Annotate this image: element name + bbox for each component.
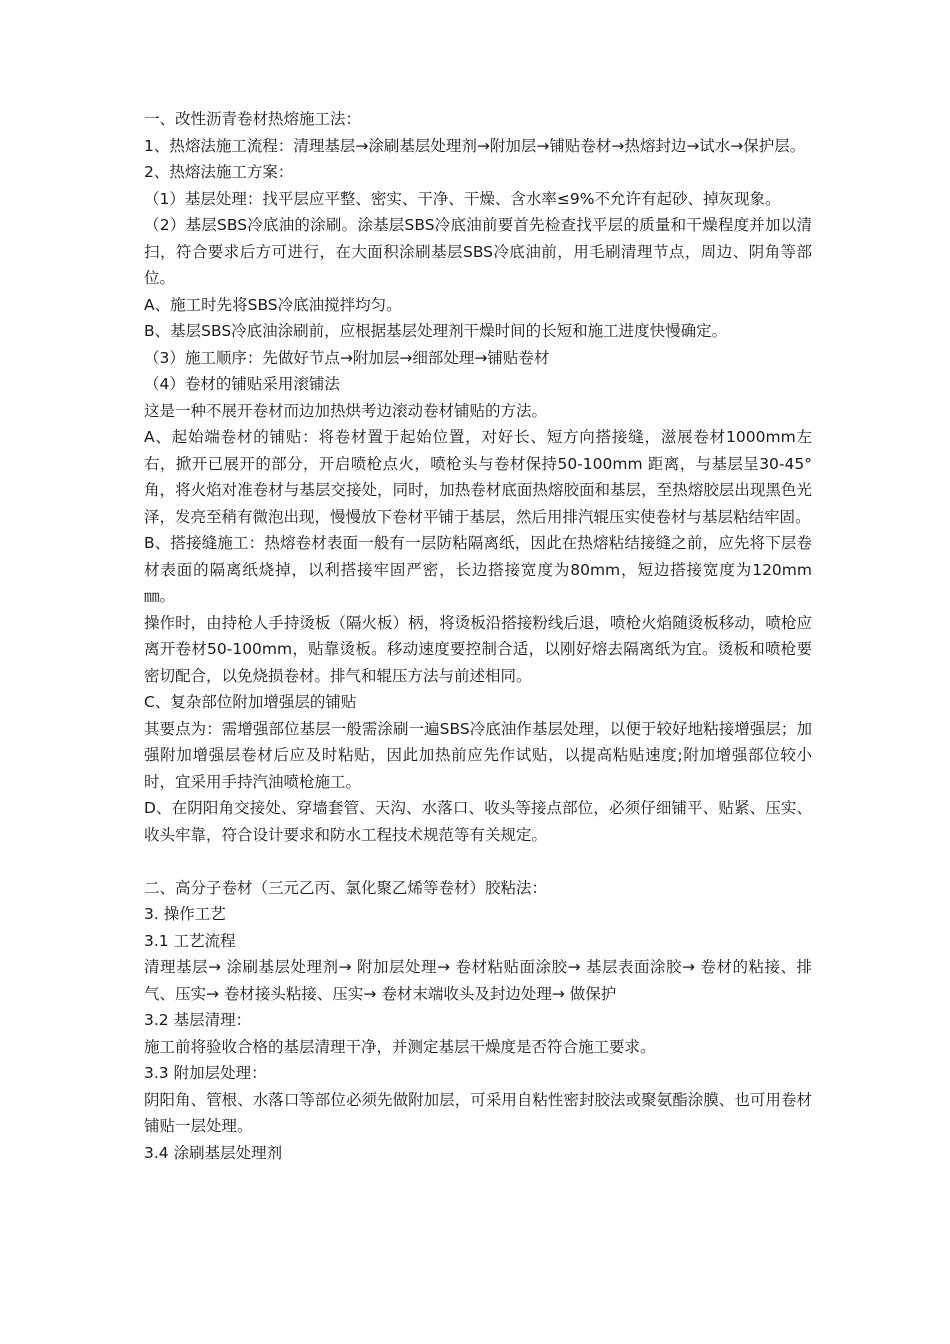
paragraph: C、复杂部位附加增强层的铺贴: [144, 693, 357, 711]
paragraph: 3.1 工艺流程: [144, 931, 236, 950]
paragraph: 1、热熔法施工流程：清理基层→涂刷基层处理剂→附加层→铺贴卷材→热熔封边→试水→保护层。: [144, 136, 806, 155]
paragraph: B、搭接缝施工：热熔卷材表面一般有一层防粘隔离纸，因此在热熔粘结接缝之前，应先将下层卷材表面的隔离纸烧掉，以利搭接牢固严密，长边搭接宽度为80mm，短边搭接宽度为120mm ㎜。: [144, 534, 812, 605]
paragraph: 3.2 基层清理：: [144, 1011, 252, 1029]
paragraph: 这是一种不展开卷材而边加热烘考边滚动卷材铺贴的方法。: [144, 401, 548, 420]
paragraph: A、起始端卷材的铺贴：将卷材置于起始位置，对好长、短方向搭接缝，滋展卷材1000mm左右，掀开已展开的部分，开启喷枪点火，喷枪头与卷材保持50-100mm 距离，与基层呈30-45°角，将火焰对准卷材与基层交接处，同时，加热卷材底面热熔胶面和基层，至热熔胶层出现黑色光泽，发亮至稍有微泡出现，慢慢放下卷材平铺于基层，然后用排汽辊压实使卷材与基层粘结牢固。: [144, 428, 812, 526]
paragraph: D、在阴阳角交接处、穿墙套管、天沟、水落口、收头等接点部位，必须仔细铺平、贴紧、压实、收头牢靠，符合设计要求和防水工程技术规范等有关规定。: [144, 799, 812, 844]
paragraph: （3）施工顺序：先做好节点→附加层→细部处理→铺贴卷材: [144, 348, 550, 367]
paragraph: 3. 操作工艺: [144, 905, 226, 923]
paragraph: 3.3 附加层处理：: [144, 1064, 267, 1082]
paragraph: 3.4 涂刷基层处理剂: [144, 1143, 283, 1162]
paragraph: （4）卷材的铺贴采用滚铺法: [144, 375, 340, 393]
paragraph: （2）基层SBS冷底油的涂刷。涂基层SBS冷底油前要首先检查找平层的质量和干燥程度并加以清扫，符合要求后方可进行，在大面积涂刷基层SBS冷底油前，用毛刷清理节点，周边、阴角等部位。: [144, 216, 812, 287]
paragraph: 其要点为：需增强部位基层一般需涂刷一遍SBS冷底油作基层处理，以便于较好地粘接增强层；加强附加增强层卷材后应及时粘贴，因此加热前应先作试贴，以提高粘贴速度;附加增强部位较小时，宜采用手持汽油喷枪施工。: [144, 719, 812, 791]
paragraph: 操作时，由持枪人手持烫板（隔火板）柄，将烫板沿搭接粉线后退，喷枪火焰随烫板移动，喷枪应离开卷材50-100mm，贴靠烫板。移动速度要控制合适，以刚好熔去隔离纸为宜。烫板和喷枪要密切配合，以免烧损卷材。排气和辊压方法与前述相同。: [144, 613, 812, 685]
paragraph: 阴阳角、管根、水落口等部位必须先做附加层，可采用自粘性密封胶法或聚氨酯涂膜、也可用卷材铺贴一层处理。: [144, 1090, 812, 1135]
section2-heading: 二、高分子卷材（三元乙丙、氯化聚乙烯等卷材）胶粘法：: [144, 878, 548, 897]
section1-heading: 一、改性沥青卷材热熔施工法：: [144, 110, 362, 128]
paragraph: B、基层SBS冷底油涂刷前，应根据基层处理剂干燥时间的长短和施工进度快慢确定。: [144, 322, 728, 340]
paragraph: 清理基层→ 涂刷基层处理剂→ 附加层处理→ 卷材粘贴面涂胶→ 基层表面涂胶→ 卷材的粘接、排气、压实→ 卷材接头粘接、压实→ 卷材末端收头及封边处理→ 做保护: [144, 958, 812, 1003]
paragraph: A、施工时先将SBS冷底油搅拌均匀。: [144, 295, 402, 314]
paragraph: 施工前将验收合格的基层清理干净，并测定基层干燥度是否符合施工要求。: [144, 1037, 656, 1056]
paragraph: （1）基层处理：找平层应平整、密实、干净、干燥、含水率≤9%不允许有起砂、掉灰现象。: [144, 189, 781, 208]
document-body: [144, 106, 812, 1166]
paragraph: 2、热熔法施工方案：: [144, 163, 294, 181]
section-spacer: [144, 848, 812, 875]
